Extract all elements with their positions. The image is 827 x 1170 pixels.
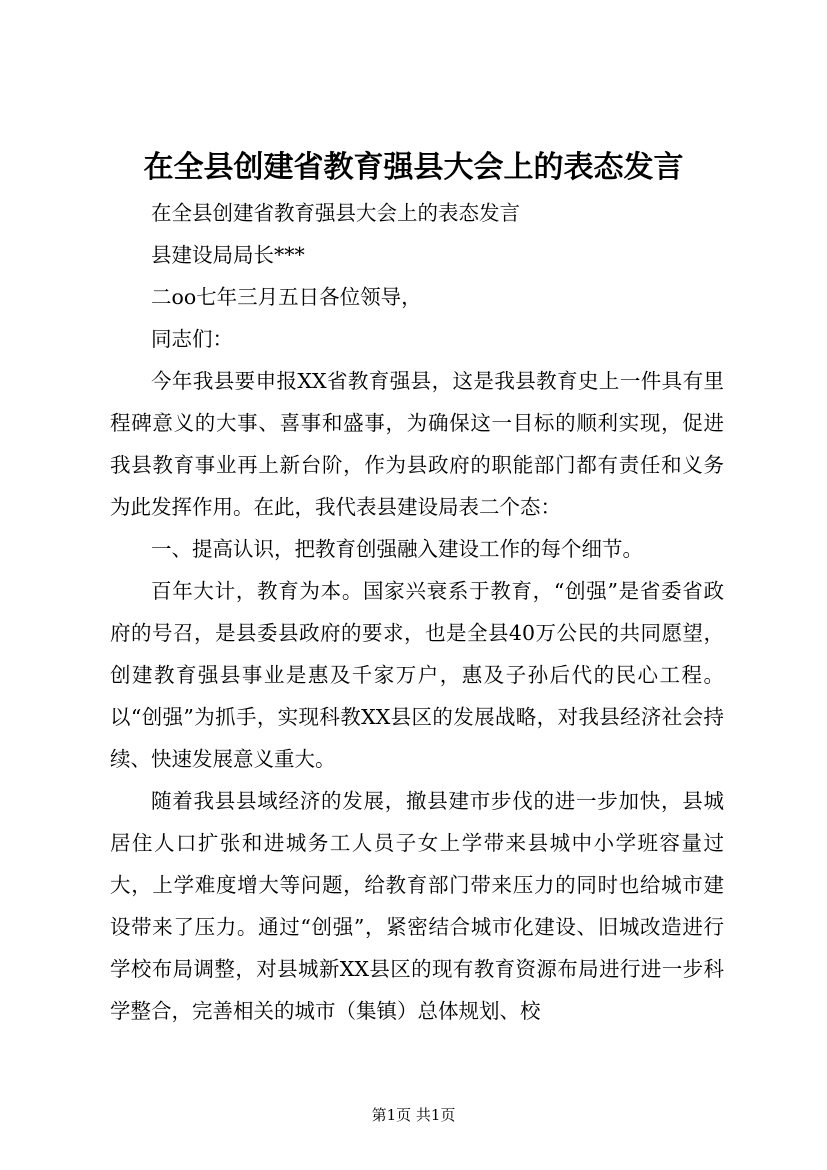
document-body	[110, 192, 724, 1032]
paragraph-subtitle: 在全县创建省教育强县大会上的表态发言	[151, 201, 520, 225]
paragraph-education-basis: 百年大计，教育为本。国家兴衰系于教育，“创强”是省委省政府的号召，是县委县政府的要求，也是全县40万公民的共同愿望，创建教育强县事业是惠及千家万户，惠及子孙后代的民心工程。以“创强”为抓手，实现科教XX县区的发展战略，对我县经济社会持续、快速发展意义重大。	[110, 579, 724, 771]
document-title: 在全县创建省教育强县大会上的表态发言	[143, 150, 684, 185]
paragraph-date-greeting: 二oo七年三月五日各位领导，	[151, 285, 422, 309]
paragraph-urban-development: 随着我县县域经济的发展，撤县建市步伐的进一步加快，县城居住人口扩张和进城务工人员子女上学带来县城中小学班容量过大，上学难度增大等问题，给教育部门带来压力的同时也给城市建设带来了压力。通过“创强”，紧密结合城市化建设、旧城改造进行学校布局调整，对县城新XX县区的现有教育资源布局进行进一步科学整合，完善相关的城市（集镇）总体规划、校	[110, 789, 724, 1023]
page-number: 第1页 共1页	[371, 1106, 456, 1124]
paragraph-section-heading: 一、提高认识，把教育创强融入建设工作的每个细节。	[151, 537, 643, 561]
paragraph-intro: 今年我县要申报XX省教育强县，这是我县教育史上一件具有里程碑意义的大事、喜事和盛事，为确保这一目标的顺利实现，促进我县教育事业再上新台阶，作为县政府的职能部门都有责任和义务为此发挥作用。在此，我代表县建设局表二个态：	[110, 369, 724, 519]
paragraph-salutation: 同志们：	[151, 327, 233, 351]
paragraph-speaker: 县建设局局长***	[151, 243, 305, 267]
